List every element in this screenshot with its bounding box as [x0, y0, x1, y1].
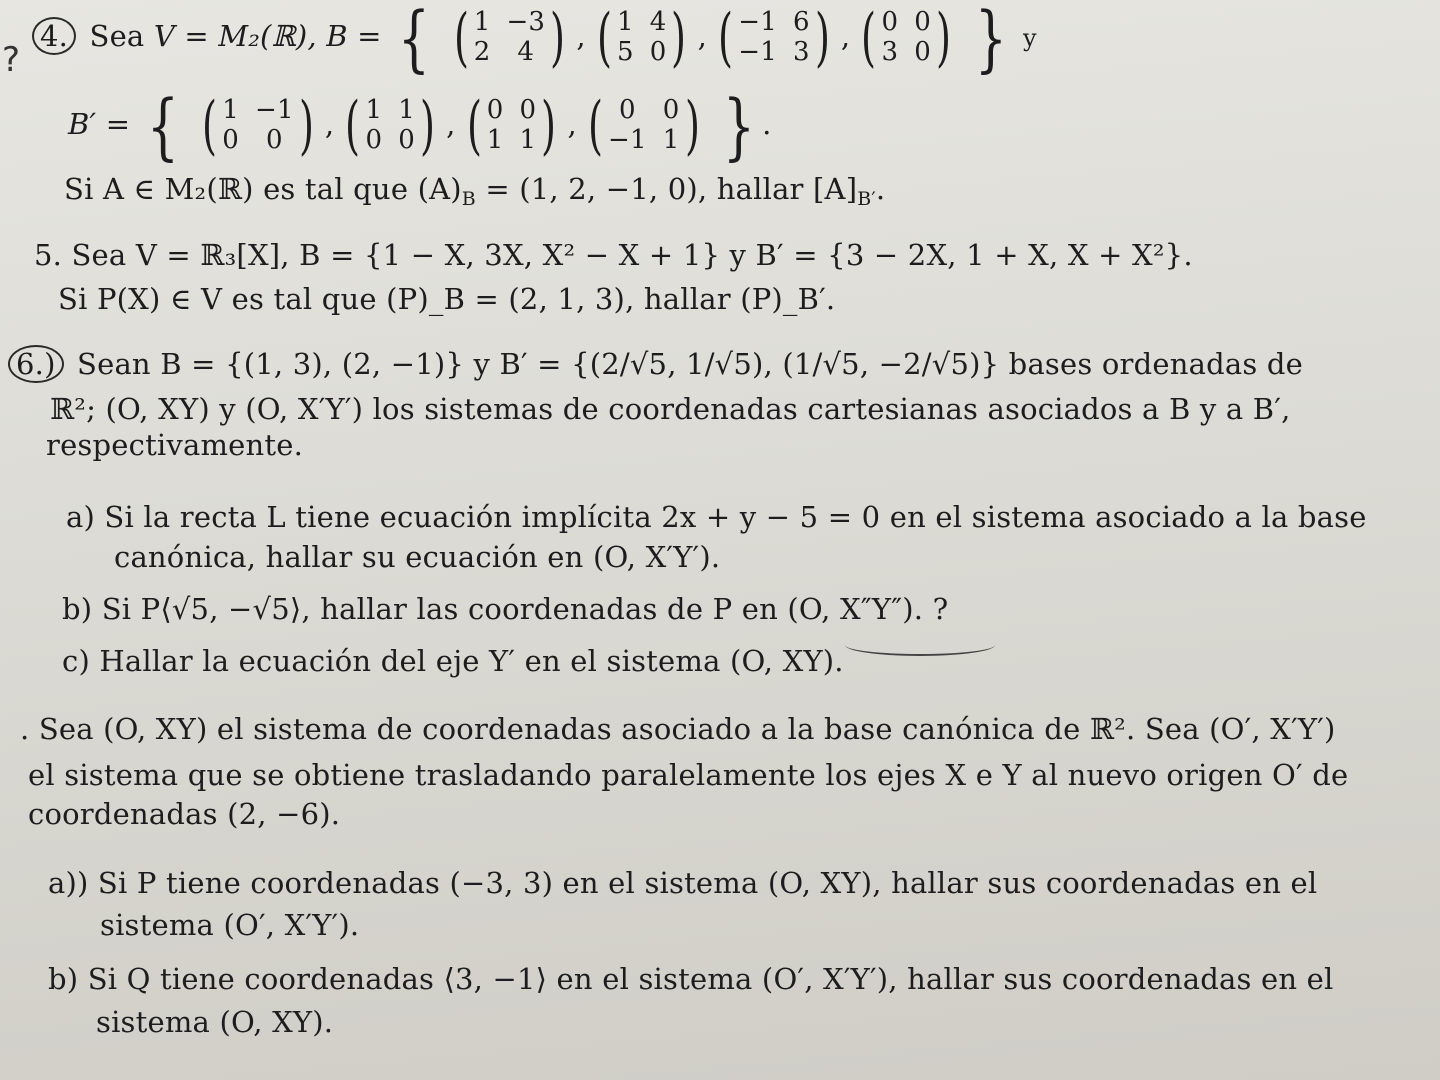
matrix-entry: 3: [792, 37, 810, 67]
matrix-entry: 0: [486, 95, 504, 126]
b-matrix-4: ( 0 0 3 0 ): [861, 1, 952, 75]
bp-matrix-1: ( 1 −1 0 0 ): [202, 89, 314, 163]
b-matrix-1: ( 1 −3 2 4 ): [453, 1, 566, 75]
exercise-7b-line1: b) Si Q tiene coordenadas ⟨3, −1⟩ en el sistema (O′, X′Y′), hallar sus coordenadas en el: [48, 962, 1334, 996]
exercise-6a-line2: canónica, hallar su ecuación en (O, X′Y′).: [114, 540, 721, 574]
matrix-entry: 4: [517, 37, 535, 67]
basis-bprime-matrices: ( 1 −1 0 0 ) , ( 1 1 0 0 ) , ( 0 0 1 1 ) , ( 0 0 −1 1 ): [195, 107, 707, 141]
exercise-4-number: 4.: [32, 17, 76, 55]
matrix-entry: 6: [792, 7, 810, 38]
matrix-entry: 0: [398, 125, 415, 155]
exercise-6c: c) Hallar la ecuación del eje Y′ en el sistema (O, XY).: [62, 644, 844, 678]
matrix-entry: 1: [662, 125, 680, 155]
exercise-7-line1: . Sea (O, XY) el sistema de coordenadas asociado a la base canónica de ℝ². Sea (O′, X′Y′): [20, 712, 1336, 746]
exercise-7b-line2: sistema (O, XY).: [96, 1005, 334, 1039]
matrix-entry: 1: [616, 7, 634, 38]
matrix-entry: 1: [365, 95, 383, 126]
matrix-entry: 0: [519, 95, 537, 126]
handwritten-underline: [845, 634, 995, 656]
matrix-entry: 0: [265, 125, 283, 155]
exercise-6a-line1: a) Si la recta L tiene ecuación implícita 2x + y − 5 = 0 en el sistema asociado a la base: [66, 500, 1367, 534]
matrix-entry: 0: [914, 7, 931, 38]
matrix-entry: 2: [473, 37, 491, 67]
matrix-entry: 3: [881, 37, 899, 67]
matrix-entry: 1: [222, 95, 239, 126]
exercise-5-line2: Si P(X) ∈ V es tal que (P)_B = (2, 1, 3), hallar (P)_B′.: [58, 282, 836, 316]
exercise-5-line1: 5. Sea V = ℝ₃[X], B = {1 − X, 3X, X² − X + 1} y B′ = {3 − 2X, 1 + X, X + X²}.: [34, 238, 1193, 272]
matrix-entry: 0: [649, 37, 667, 67]
matrix-entry: 1: [519, 125, 537, 155]
exercise-7-line3: coordenadas (2, −6).: [28, 797, 341, 831]
b-matrix-3: ( −1 6 −1 3 ): [718, 1, 830, 75]
exercise-4-statement: Si A ∈ M₂(ℝ) es tal que $(A)_B = (1$, 2, −1, 0), hallar $[A]_{B'}$.: [64, 172, 886, 210]
exercise-4-line2: B′ = { ( 1 −1 0 0 ) , ( 1 1 0 0 ) , ( 0 0 1 1 ) , ( 0 0 −1 1 ) } .: [68, 84, 772, 168]
exercise-6-line2: ℝ²; (O, XY) y (O, X′Y′) los sistemas de coordenadas cartesianas asociados a B y a B′,: [50, 392, 1291, 426]
matrix-entry: 0: [619, 95, 636, 126]
exercise-7a-line1: a)) Si P tiene coordenadas (−3, 3) en el sistema (O, XY), hallar sus coordenadas en el: [48, 866, 1318, 900]
matrix-entry: 1: [473, 7, 491, 38]
exercise-7-line2: el sistema que se obtiene trasladando paralelamente los ejes X e Y al nuevo origen O′ de: [28, 758, 1349, 792]
matrix-entry: 0: [881, 7, 899, 38]
matrix-entry: −1: [255, 95, 294, 126]
exercise-7a-line2: sistema (O′, X′Y′).: [100, 908, 360, 942]
exercise-6-line1: 6.) Sean B = {(1, 3), (2, −1)} y B′ = {(2/√5, 1/√5), (1/√5, −2/√5)} bases ordenadas de: [8, 345, 1303, 383]
exercise-4-line1: 4. Sea V = M₂(ℝ), B = { ( 1 −3 2 4 ) , ( 1 4 5 0 ) , ( −1 6 −1 3 ) , ( 0 0 3 0 ) } y: [32, 2, 1037, 74]
exercise-6b: b) Si P⟨√5, −√5⟩, hallar las coordenadas de P en (O, X″Y″). ?: [62, 592, 949, 626]
matrix-entry: 1: [486, 125, 504, 155]
bp-matrix-4: ( 0 0 −1 1 ): [587, 89, 700, 163]
matrix-entry: 0: [914, 37, 931, 67]
matrix-entry: 4: [649, 7, 667, 38]
matrix-entry: 0: [365, 125, 383, 155]
matrix-entry: −3: [506, 7, 546, 38]
handwritten-question-mark: ?: [2, 40, 21, 80]
exercise-6-number: 6.): [8, 345, 64, 383]
matrix-entry: −1: [738, 7, 777, 38]
bp-matrix-3: ( 0 0 1 1 ): [466, 89, 557, 163]
exercise-6-line3: respectivamente.: [46, 428, 304, 462]
b-matrix-2: ( 1 4 5 0 ): [596, 1, 687, 75]
matrix-entry: 0: [222, 125, 239, 155]
bp-matrix-2: ( 1 1 0 0 ): [345, 89, 436, 163]
matrix-entry: −1: [738, 37, 777, 67]
matrix-entry: 1: [398, 95, 415, 126]
matrix-entry: 0: [662, 95, 680, 126]
matrix-entry: 5: [616, 37, 634, 67]
basis-b-matrices: ( 1 −3 2 4 ) , ( 1 4 5 0 ) , ( −1 6 −1 3 ) , ( 0 0 3 0 ): [447, 19, 959, 53]
matrix-entry: −1: [608, 125, 647, 155]
